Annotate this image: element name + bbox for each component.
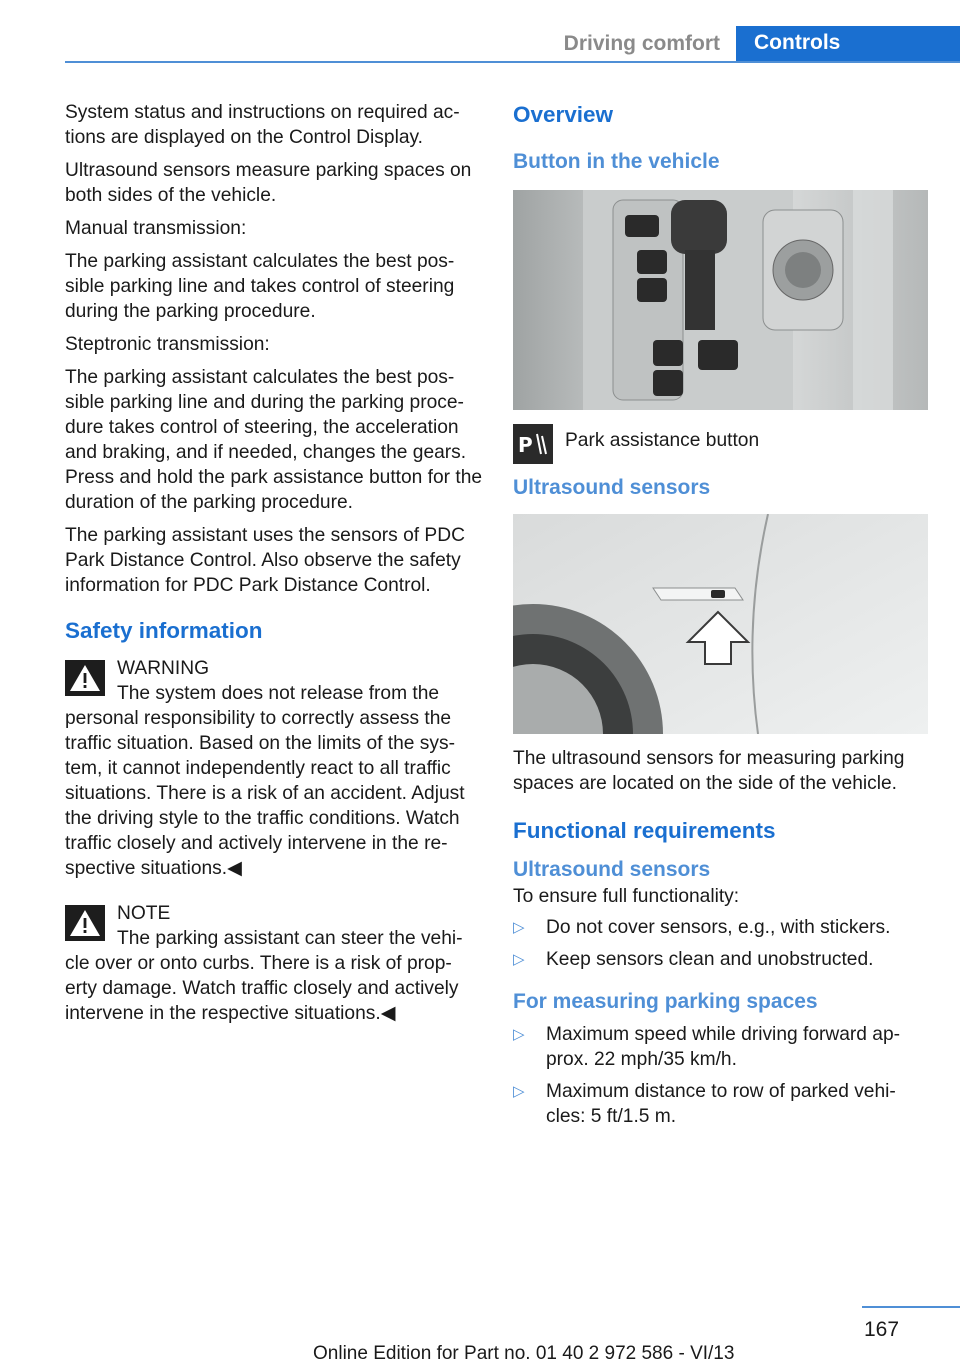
paragraph: Ultrasound sensors measure parking spaces on both sides of the vehicle. bbox=[65, 160, 472, 206]
list-item: ▷ Maximum distance to row of parked vehi-cles: 5 ft/1.5 m. bbox=[513, 1081, 896, 1127]
ultrasound-subheading: Ultrasound sensors bbox=[513, 858, 711, 881]
header-chapter-tab: Controls bbox=[736, 26, 960, 62]
safety-heading: Safety information bbox=[65, 618, 263, 643]
paragraph: Steptronic transmission: bbox=[65, 334, 270, 355]
header-rule bbox=[65, 61, 960, 63]
button-legend bbox=[513, 422, 931, 464]
functional-intro: To ensure full functionality: bbox=[513, 886, 740, 907]
ultrasound-sensor-photo bbox=[513, 514, 928, 734]
bullet-triangle-icon: ▷ bbox=[513, 1083, 525, 1100]
right-column bbox=[513, 100, 931, 1136]
page-header bbox=[65, 26, 960, 62]
paragraph: The parking assistant calculates the best pos-sible parking line and takes control of steering during the parking procedure. bbox=[65, 251, 455, 322]
warning-block bbox=[65, 654, 483, 881]
warning-triangle-icon bbox=[65, 660, 105, 696]
paragraph: The parking assistant uses the sensors of PDC Park Distance Control. Also observe the safety information for PDC Park Distance Control. bbox=[65, 525, 465, 596]
measuring-spaces-heading: For measuring parking spaces bbox=[513, 990, 818, 1013]
overview-heading: Overview bbox=[513, 102, 614, 127]
center-console-photo bbox=[513, 190, 928, 410]
left-column bbox=[65, 100, 483, 1026]
bullet-triangle-icon: ▷ bbox=[513, 951, 525, 968]
paragraph: The parking assistant calculates the best pos-sible parking line and during the parking proce-dure takes control of steering, the acceleration and braking, and if needed, changes the gears. Press and hold the park assistance button for the duration of the parking procedure. bbox=[65, 367, 483, 513]
list-item: ▷ Do not cover sensors, e.g., with stickers. bbox=[513, 917, 891, 938]
svg-text:P: P bbox=[518, 433, 533, 457]
button-heading: Button in the vehicle bbox=[513, 150, 720, 173]
note-title: NOTE bbox=[117, 903, 171, 924]
functional-requirements-heading: Functional requirements bbox=[513, 818, 776, 843]
warning-text: The system does not release from the personal responsibility to correctly assess the traffic situation. Based on the limits of the sys-tem, it cannot independently react to all traffic situations. There is a risk of an accident. Adjust the driving style to the traffic conditions. Watch traffic closely and actively intervene in the re-spective situations.◀ bbox=[65, 683, 465, 879]
footer-edition: Online Edition for Part no. 01 40 2 972 586 - VI/13 bbox=[313, 1343, 735, 1362]
note-block bbox=[65, 899, 483, 1026]
park-assist-icon bbox=[513, 424, 553, 464]
list-item: ▷ Maximum speed while driving forward ap-prox. 22 mph/35 km/h. bbox=[513, 1024, 901, 1070]
warning-triangle-icon bbox=[65, 905, 105, 941]
ultrasound-heading: Ultrasound sensors bbox=[513, 476, 711, 499]
measuring-list bbox=[513, 1022, 931, 1129]
warning-title: WARNING bbox=[117, 658, 210, 679]
button-legend-text: Park assistance button bbox=[565, 430, 760, 451]
functional-list bbox=[513, 915, 931, 972]
ultrasound-caption: The ultrasound sensors for measuring parking spaces are located on the side of the vehicle. bbox=[513, 748, 905, 794]
note-text: The parking assistant can steer the vehi-cle over or onto curbs. There is a risk of prop-erty damage. Watch traffic closely and actively intervene in the respective situations.◀ bbox=[65, 928, 463, 1024]
paragraph: System status and instructions on required ac-tions are displayed on the Control Display. bbox=[65, 102, 460, 148]
footer-rule bbox=[862, 1306, 960, 1308]
bullet-triangle-icon: ▷ bbox=[513, 1026, 525, 1043]
header-section-title: Driving comfort bbox=[563, 32, 720, 55]
list-item: ▷ Keep sensors clean and unobstructed. bbox=[513, 949, 874, 970]
paragraph: Manual transmission: bbox=[65, 218, 247, 239]
page-number: 167 bbox=[864, 1318, 900, 1341]
bullet-triangle-icon: ▷ bbox=[513, 919, 525, 936]
